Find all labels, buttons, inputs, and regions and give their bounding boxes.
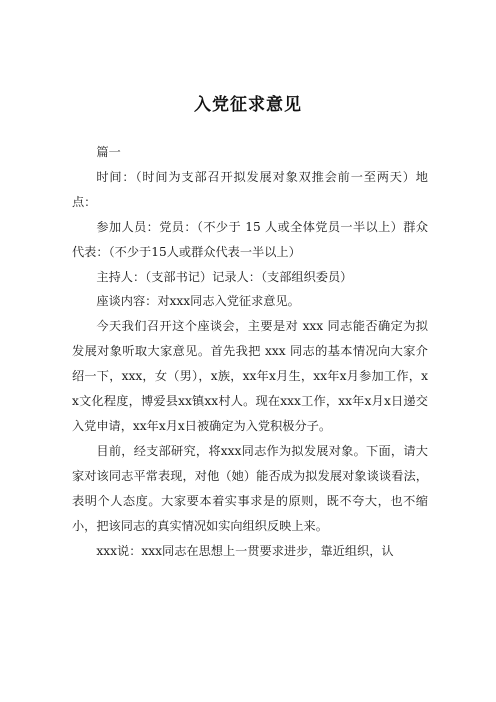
paragraph-speaker-comment: xxx说：xxx同志在思想上一贯要求进步，靠近组织，认 [96, 543, 394, 558]
paragraph-section-label: 篇一 [96, 145, 121, 159]
document-body [72, 140, 428, 563]
paragraph-host-recorder: 主持人：（支部书记）记录人：（支部组织委员） [96, 269, 353, 284]
document-title: 入党征求意见 [194, 95, 302, 115]
paragraph-discussion-topic: 座谈内容：对xxx同志入党征求意见。 [96, 294, 300, 309]
paragraph-time-location: 时间：（时间为支部召开拟发展对象双推会前一至两天）地点： [72, 169, 428, 209]
paragraph-participants: 参加人员：党员：（不少于 15 人或全体党员一半以上）群众代表：（不少于15人或群众代表一半以上） [72, 219, 428, 259]
paragraph-introduction: 今天我们召开这个座谈会，主要是对 xxx 同志能否确定为拟发展对象听取大家意见。首先我把 xxx 同志的基本情况向大家介绍一下，xxx，女（男），x族，xx年x月生，xx年x月参加工作，xx文化程度，博爱县xx镇xx村人。现在xxx工作，xx年x月x日递交入党申请，xx年x月x日被确定为入党积极分子。 [72, 319, 428, 433]
paragraph-request-opinions: 目前，经支部研究，将xxx同志作为拟发展对象。下面，请大家对该同志平常表现，对他（她）能否成为拟发展对象谈谈看法，表明个人态度。大家要本着实事求是的原则，既不夸大，也不缩小，把该同志的真实情况如实向组织反映上来。 [72, 443, 428, 533]
